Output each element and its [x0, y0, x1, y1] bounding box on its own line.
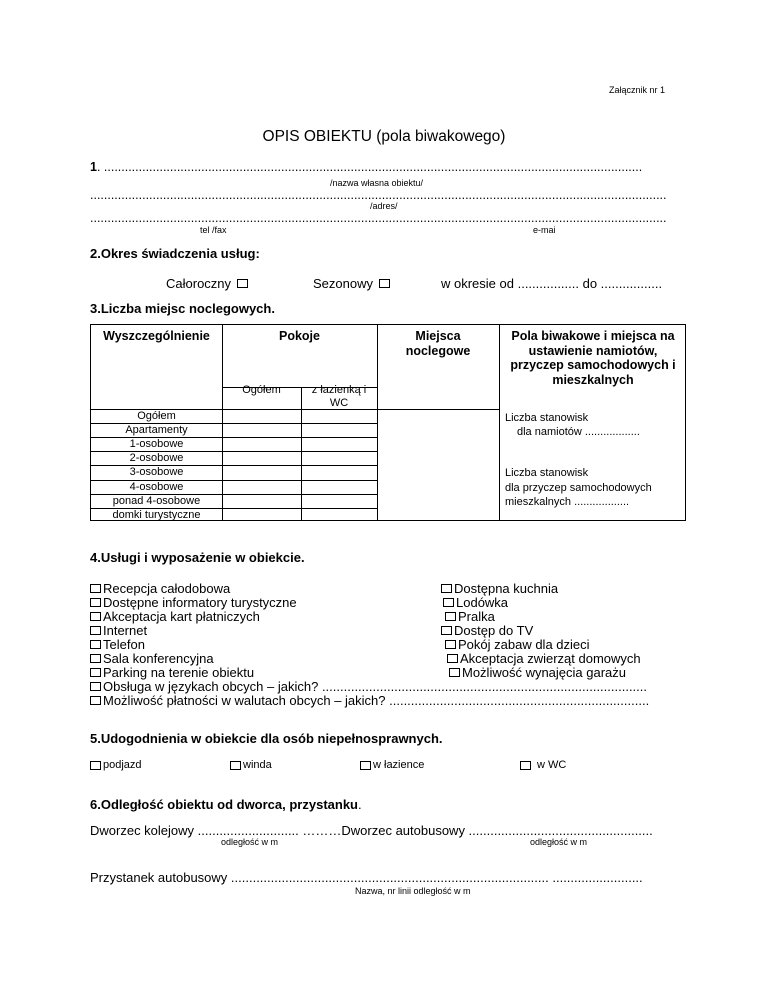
checkbox[interactable] [90, 668, 101, 677]
row-label: domki turystyczne [112, 509, 201, 521]
service-item[interactable] [449, 665, 626, 680]
checkbox[interactable] [520, 761, 531, 770]
row-label: 1-osobowe [129, 438, 184, 450]
accessibility-item[interactable] [360, 759, 424, 771]
checkbox[interactable] [90, 654, 101, 663]
section6-heading-text: 6.Odległość obiektu od dworca, przystanku [90, 797, 358, 812]
service-label: Internet [103, 623, 148, 638]
currency-label: Możliwość płatności w walutach obcych – jakich? ........................................................................ [103, 693, 650, 708]
service-label: Recepcja całodobowa [103, 581, 231, 596]
service-label: Lodówka [456, 595, 509, 610]
sub-header-total: Ogółem [242, 384, 281, 396]
checkbox[interactable] [90, 761, 101, 770]
name-caption: /nazwa własna obiektu/ [330, 178, 424, 188]
seasonal-checkbox[interactable] [379, 279, 390, 288]
service-label: Parking na terenie obiektu [103, 665, 255, 680]
contact-line[interactable]: ...................................................................................................................................................................... [90, 211, 667, 225]
checkbox[interactable] [449, 668, 460, 677]
checkbox[interactable] [441, 626, 452, 635]
trailers-value[interactable]: mieszkalnych .................. [505, 496, 630, 508]
languages-item[interactable] [90, 679, 647, 694]
checkbox[interactable] [447, 654, 458, 663]
stop-caption: Nazwa, nr linii odległość w m [355, 886, 471, 896]
service-label: Dostępna kuchnia [454, 581, 559, 596]
season-period[interactable]: w okresie od ................. do ................. [441, 276, 663, 291]
checkbox[interactable] [90, 696, 101, 705]
checkbox[interactable] [443, 598, 454, 607]
address-line[interactable]: ...................................................................................................................................................................... [90, 188, 667, 202]
tents-label: Liczba stanowisk [505, 412, 589, 424]
accessibility-label: w łazience [373, 759, 425, 771]
name-dots: . ........................................................................................................................................................... [96, 160, 643, 174]
service-label: Pokój zabaw dla dzieci [458, 637, 590, 652]
sub-header-bath: z łazienką i WC [311, 384, 367, 409]
email-caption: e-mai [533, 225, 556, 235]
checkbox[interactable] [90, 612, 101, 621]
tents-value[interactable]: dla namiotów .................. [517, 426, 640, 438]
station-distance-line[interactable]: Dworzec kolejowy ............................ ………Dworzec autobusowy ................................................... [90, 823, 653, 838]
col-header-spec: Wyszczególnienie [103, 329, 210, 343]
rail-caption: odległość w m [221, 837, 279, 847]
service-item[interactable] [443, 595, 508, 610]
tel-caption: tel /fax [200, 225, 227, 235]
service-label: Akceptacja kart płatniczych [103, 609, 260, 624]
col-header-beds: Miejsca noclegowe [405, 329, 471, 358]
annex-label: Załącznik nr 1 [609, 85, 666, 95]
accessibility-item[interactable] [230, 759, 272, 771]
languages-label: Obsługa w językach obcych – jakich? .......................................................................................... [103, 679, 648, 694]
service-item[interactable] [90, 637, 145, 652]
service-label: Akceptacja zwierząt domowych [460, 651, 641, 666]
service-item[interactable] [441, 581, 558, 596]
section2-heading: 2.Okres świadczenia usług: [90, 246, 260, 261]
year-round-label: Całoroczny [166, 276, 232, 291]
service-label: Dostępne informatory turystyczne [103, 595, 297, 610]
col-header-rooms: Pokoje [279, 329, 320, 343]
accommodation-table [90, 324, 686, 521]
row-label: 3-osobowe [129, 466, 184, 478]
service-item[interactable] [90, 595, 297, 610]
service-item[interactable] [90, 609, 260, 624]
col-header-camp: Pola biwakowe i miejsca na ustawienie namiotów, przyczep samochodowych i mieszkalnych [510, 329, 676, 387]
address-caption: /adres/ [370, 201, 398, 211]
service-item[interactable] [445, 637, 590, 652]
bus-stop-line[interactable]: Przystanek autobusowy ........................................................................................ ......................... [90, 870, 643, 885]
service-item[interactable] [90, 581, 230, 596]
seasonal-option[interactable] [313, 276, 392, 291]
checkbox[interactable] [90, 640, 101, 649]
checkbox[interactable] [441, 584, 452, 593]
checkbox[interactable] [445, 612, 456, 621]
accessibility-label: podjazd [103, 759, 142, 771]
checkbox[interactable] [445, 640, 456, 649]
row-label: Apartamenty [125, 424, 188, 436]
checkbox[interactable] [90, 626, 101, 635]
row-label: 4-osobowe [129, 481, 184, 493]
section4-heading: 4.Usługi i wyposażenie w obiekcie. [90, 550, 305, 565]
accessibility-item[interactable] [520, 759, 566, 771]
bus-caption: odległość w m [530, 837, 588, 847]
section5-heading: 5.Udogodnienia w obiekcie dla osób niepełnosprawnych. [90, 731, 443, 746]
service-label: Dostęp do TV [454, 623, 534, 638]
row-label: ponad 4-osobowe [112, 495, 201, 507]
checkbox[interactable] [360, 761, 371, 770]
checkbox[interactable] [90, 584, 101, 593]
trailers-line2: dla przyczep samochodowych [505, 482, 652, 494]
year-round-checkbox[interactable] [237, 279, 248, 288]
service-label: Telefon [103, 637, 145, 652]
service-item[interactable] [90, 623, 147, 638]
row-label: 2-osobowe [129, 452, 184, 464]
section1-number: 1 [90, 160, 97, 174]
service-item[interactable] [90, 665, 254, 680]
trailers-label: Liczba stanowisk [505, 467, 589, 479]
section6-heading-dot: . [358, 797, 362, 812]
service-item[interactable] [90, 651, 214, 666]
section3-heading: 3.Liczba miejsc noclegowych. [90, 301, 275, 316]
page-title: OPIS OBIEKTU (pola biwakowego) [262, 128, 506, 145]
section6-heading [90, 797, 362, 812]
accessibility-item[interactable] [90, 759, 142, 771]
service-label: Sala konferencyjna [103, 651, 214, 666]
service-item[interactable] [447, 651, 641, 666]
name-line[interactable] [90, 160, 642, 174]
service-label: Możliwość wynajęcia garażu [462, 665, 627, 680]
service-item[interactable] [445, 609, 495, 624]
year-round-option[interactable] [166, 276, 250, 291]
checkbox[interactable] [230, 761, 241, 770]
row-label: Ogółem [137, 410, 176, 422]
service-label: Pralka [458, 609, 495, 624]
accessibility-label: winda [243, 759, 272, 771]
seasonal-label: Sezonowy [313, 276, 373, 291]
checkbox[interactable] [90, 598, 101, 607]
checkbox[interactable] [90, 682, 101, 691]
service-item[interactable] [441, 623, 533, 638]
currency-item[interactable] [90, 693, 649, 708]
accessibility-label: w WC [537, 759, 567, 771]
